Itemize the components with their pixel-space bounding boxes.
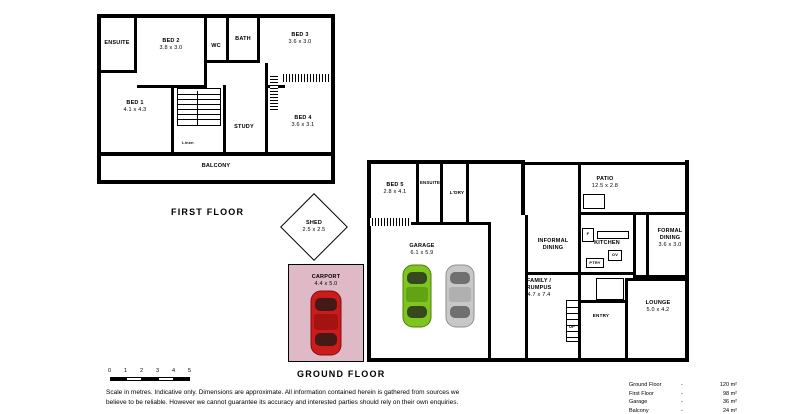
wall-garage-right — [488, 222, 491, 358]
car-green — [400, 262, 434, 330]
label-carport: CARPORT 4.4 x 5.0 — [311, 274, 341, 287]
scale-tick-1: 1 — [124, 368, 128, 374]
label-patio: PATIO 12.5 x 2.8 — [591, 176, 619, 189]
footer-line-2: believe to be reliable. However we cannot guarantee its accuracy and interested parties should rely on their own enquiries. — [106, 398, 459, 406]
legend-row: Ground Floor - 120 m² — [629, 382, 737, 388]
wall-bed4-left — [265, 63, 268, 153]
label-garage: GARAGE 6.1 x 5.9 — [409, 243, 435, 256]
label-bed5: BED 5 2.8 x 4.1 — [383, 182, 407, 195]
title-first-floor: FIRST FLOOR — [171, 207, 245, 217]
label-kitchen: KITCHEN — [594, 240, 620, 246]
scale-tick-4: 4 — [172, 368, 176, 374]
wall-bed1-right — [171, 85, 174, 153]
label-ensuite-gf: ENSUITE — [419, 180, 441, 185]
wall-patio-bottom — [578, 212, 689, 215]
powder-room — [596, 278, 624, 300]
footer-disclaimer — [106, 388, 626, 408]
staircase-first-floor — [177, 88, 221, 126]
label-formal-dining: FORMAL DINING 3.6 x 3.0 — [657, 228, 683, 248]
scale-bar — [110, 368, 210, 386]
wall-ensuite-gf-right — [440, 164, 443, 222]
label-bath: BATH — [235, 36, 251, 42]
label-bed4: BED 4 3.6 x 3.1 — [291, 115, 315, 128]
label-entry: ENTRY — [592, 313, 610, 318]
staircase-ground-floor — [566, 300, 579, 342]
label-wc: WC — [211, 43, 221, 49]
wall-entry-top — [581, 300, 625, 303]
wall-bed5-right — [416, 164, 419, 222]
label-informal-dining: INFORMAL DINING — [537, 238, 569, 251]
wall-ff-balcony-right — [331, 152, 335, 184]
wall-bed2-right — [204, 14, 207, 88]
label-balcony: BALCONY — [201, 163, 231, 169]
label-pantry: PTRY — [589, 260, 601, 265]
wall-study-left — [223, 85, 226, 153]
wall-ff-balcony-bottom — [97, 180, 335, 184]
label-ensuite-ff: ENSUITE — [104, 40, 130, 46]
label-up: UP — [569, 324, 575, 329]
car-silver — [443, 262, 477, 330]
window-hatch-bed3 — [283, 74, 331, 82]
label-bed2: BED 2 3.8 x 3.0 — [159, 38, 183, 51]
wall-gf-top-step — [521, 160, 525, 215]
wall-informal-bottom — [528, 272, 580, 275]
label-shed: SHED 2.5 x 2.5 — [302, 220, 326, 233]
wall-gf-bottom — [367, 358, 689, 362]
bench-fitting — [597, 231, 629, 239]
window-hatch-bed4 — [270, 76, 278, 110]
label-study: STUDY — [234, 124, 254, 130]
wall-ff-balcony-top — [97, 152, 335, 156]
area-legend — [629, 381, 769, 414]
wall-lounge-top — [625, 278, 689, 281]
label-laundry: L'DRY — [449, 190, 465, 195]
wall-gf-right — [685, 160, 689, 362]
label-linen: Linen — [182, 140, 194, 145]
wall-ff-top — [97, 14, 335, 18]
scale-tick-0: 0 — [108, 368, 112, 374]
legend-row: First Floor - 98 m² — [629, 390, 737, 397]
footer-line-1: Scale in metres. Indicative only. Dimensions are approximate. All information contained herein is gathered from sources we — [106, 389, 460, 396]
wall-ensuite-bottom — [97, 70, 137, 73]
wall-ff-left — [97, 14, 101, 156]
wall-kitchen-right — [633, 215, 636, 275]
legend-row: Garage - 36 m² — [629, 399, 737, 406]
scale-tick-3: 3 — [156, 368, 160, 374]
scale-tick-2: 2 — [140, 368, 144, 374]
legend-row: Balcony - 24 m² — [629, 407, 737, 414]
wall-ff-right — [331, 14, 335, 156]
label-oven: OV — [611, 252, 619, 257]
wall-ff-balcony-left — [97, 152, 101, 184]
wall-gf-top-left — [367, 160, 525, 164]
window-hatch-bed5 — [369, 218, 411, 226]
label-lounge: LOUNGE 5.0 x 4.2 — [645, 300, 671, 313]
title-ground-floor: GROUND FLOOR — [297, 369, 386, 379]
label-fridge: F — [586, 231, 590, 236]
patio-bbq-fitting — [583, 194, 605, 209]
label-bed1: BED 1 4.1 x 4.3 — [123, 100, 147, 113]
label-family-rumpus: FAMILY / RUMPUS 4.7 x 7.4 — [526, 278, 552, 298]
wall-kitchen-bottom — [578, 272, 636, 275]
scale-tick-5: 5 — [188, 368, 192, 374]
wall-gf-left — [367, 160, 371, 362]
label-bed3: BED 3 3.6 x 3.0 — [288, 32, 312, 45]
wall-bath-bottom — [204, 60, 260, 63]
wall-gf-top-right — [521, 162, 689, 165]
wall-lounge-left — [625, 278, 628, 358]
wall-patio-left — [578, 165, 581, 215]
wall-bath-right — [257, 14, 260, 63]
car-red — [308, 288, 344, 358]
